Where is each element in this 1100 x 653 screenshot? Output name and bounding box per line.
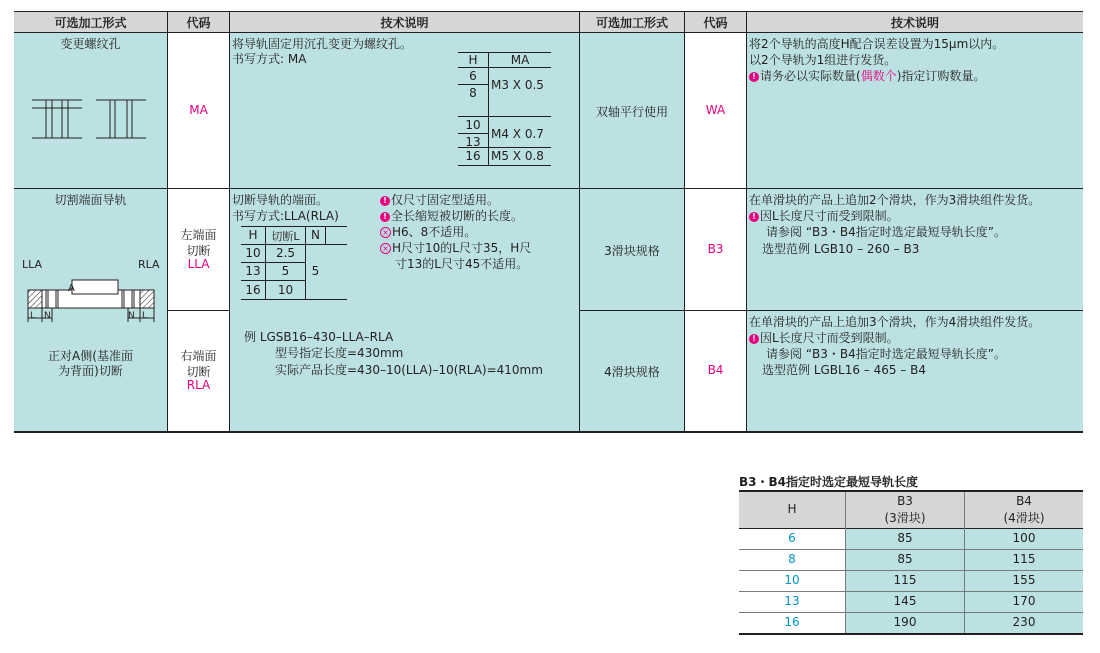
caution-icon: ! xyxy=(380,212,390,222)
cut-example-line3: 实际产品长度=430–10(LLA)–10(RLA)=410mm xyxy=(275,363,543,377)
cut-size-table xyxy=(241,226,347,300)
caution-icon: ! xyxy=(749,212,759,222)
b3-desc-line3: 请参阅 “B3・B4指定时选定最短导轨长度”。 xyxy=(766,225,1006,239)
lla-name-line1: 左端面 xyxy=(180,228,217,242)
b4-form-label: 4滑块规格 xyxy=(604,365,660,379)
cut-desc-line2: 书写方式:LLA(RLA) xyxy=(232,209,339,223)
caution-icon: ! xyxy=(749,334,759,344)
cut-table-l-header: 切断L xyxy=(271,230,300,243)
cut-table-h-header: H xyxy=(248,228,258,242)
table-row xyxy=(739,529,1083,550)
min-length-header xyxy=(739,492,1083,528)
ma-form-label: 变更螺纹孔 xyxy=(60,37,121,51)
min-length-b3: 190 xyxy=(893,615,917,629)
b3-desc-line2: ! 因L长度尺寸而受到限制。 xyxy=(749,207,899,224)
rla-name-line1: 右端面 xyxy=(180,349,217,363)
b4-code: B4 xyxy=(707,363,724,377)
cut-table-n: 5 xyxy=(311,264,320,278)
cut-example-line2: 型号指定长度=430mm xyxy=(275,346,404,360)
b3-desc-line1: 在单滑块的产品上追加2个滑块，作为3滑块组件发货。 xyxy=(749,193,1041,207)
cut-example-line1: 例 LGSB16–430–LLA–RLA xyxy=(244,330,394,344)
wa-desc-line1: 将2个导轨的高度H配合误差设置为15μm以内。 xyxy=(749,37,1005,51)
ma-table-h-header: H xyxy=(468,53,478,67)
cut-note-4-cont: 寸13的L尺寸45不适用。 xyxy=(395,257,529,271)
rla-name-line2: 切断 xyxy=(186,365,211,379)
ma-table-h: 8 xyxy=(469,86,477,100)
code-split-rule xyxy=(168,310,230,311)
not-applicable-icon: × xyxy=(380,243,391,254)
min-length-b4: 155 xyxy=(1012,573,1036,587)
b4-desc-line1: 在单滑块的产品上追加3个滑块，作为4滑块组件发货。 xyxy=(749,315,1041,329)
n-dim-label: N xyxy=(128,311,135,321)
min-length-b3: 85 xyxy=(897,531,913,545)
min-length-b3: 115 xyxy=(893,573,917,587)
ma-table-thread: M5 X 0.8 xyxy=(491,149,544,163)
cut-table-h: 10 xyxy=(245,246,261,260)
table-row xyxy=(739,592,1083,613)
table-row xyxy=(739,613,1083,635)
min-length-b4: 115 xyxy=(1012,552,1036,566)
wa-form-label: 双轴平行使用 xyxy=(595,105,668,119)
min-length-b4: 230 xyxy=(1012,615,1036,629)
b3-desc-line4: 选型范例 LGB10 – 260 – B3 xyxy=(762,242,920,256)
ma-size-table xyxy=(458,52,551,166)
min-length-h: 6 xyxy=(788,531,796,545)
b3-code: B3 xyxy=(707,242,724,256)
b4-desc-line3: 请参阅 “B3・B4指定时选定最短导轨长度”。 xyxy=(766,347,1006,361)
datum-a-label: A xyxy=(68,283,75,294)
ma-table-h: 13 xyxy=(465,135,481,149)
min-length-b3-sub: (3滑块) xyxy=(884,511,926,525)
ma-desc-line2: 书写方式: MA xyxy=(232,52,307,66)
cut-table-l: 5 xyxy=(281,264,290,278)
cut-table-l: 10 xyxy=(277,283,294,297)
row-rule-right xyxy=(580,310,1083,311)
lla-diagram-label: LLA xyxy=(22,258,43,271)
rla-diagram-label: RLA xyxy=(138,258,160,271)
b3-form-label: 3滑块规格 xyxy=(604,244,660,258)
min-length-b3: 85 xyxy=(897,552,913,566)
min-length-h: 16 xyxy=(784,615,800,629)
min-length-b4-header: B4 xyxy=(1016,494,1032,508)
cut-note-3: × H6、8不适用。 xyxy=(380,223,476,240)
min-length-title: B3・B4指定时选定最短导轨长度 xyxy=(739,475,918,489)
min-length-h: 13 xyxy=(784,594,800,608)
caution-icon: ! xyxy=(380,196,390,206)
b4-desc-line4: 选型范例 LGBL16 – 465 – B4 xyxy=(762,363,927,377)
header-code-right: 代码 xyxy=(685,12,746,32)
l-dim-label: L xyxy=(30,311,36,321)
b4-desc-line2: ! 因L长度尺寸而受到限制。 xyxy=(749,329,899,346)
lla-name-line2: 切断 xyxy=(186,244,211,258)
ma-table-h: 10 xyxy=(465,118,481,132)
col-rule xyxy=(746,12,747,432)
cut-form-label: 切割端面导轨 xyxy=(54,193,127,207)
ma-table-thread: M3 X 0.5 xyxy=(491,78,544,92)
cut-note-1: ! 仅尺寸固定型适用。 xyxy=(380,191,499,208)
ma-code: MA xyxy=(189,103,208,117)
table-row xyxy=(739,550,1083,571)
ma-table-h: 16 xyxy=(465,149,481,163)
ma-table-ma-header: MA xyxy=(510,53,530,67)
caution-icon: ! xyxy=(749,72,759,82)
min-length-b4: 170 xyxy=(1012,594,1036,608)
header-form-right: 可选加工形式 xyxy=(580,12,684,32)
header-form-left: 可选加工形式 xyxy=(14,12,167,32)
cut-table-h: 16 xyxy=(245,283,261,297)
cut-caption-line2: 为背面)切断 xyxy=(58,364,123,378)
min-length-b4: 100 xyxy=(1012,531,1036,545)
header-desc-right: 技术说明 xyxy=(747,12,1083,32)
wa-code: WA xyxy=(705,103,726,117)
n-dim-label: N xyxy=(44,311,51,321)
row-rule-1 xyxy=(14,188,1083,189)
ma-table-h: 6 xyxy=(469,69,477,83)
cut-table-h: 13 xyxy=(245,264,261,278)
l-dim-label: L xyxy=(142,311,148,321)
table-row xyxy=(739,571,1083,592)
cut-caption-line1: 正对A侧(基准面 xyxy=(48,349,133,363)
header-desc-left: 技术说明 xyxy=(230,12,579,32)
not-applicable-icon: × xyxy=(380,227,391,238)
min-length-h-header: H xyxy=(787,502,797,516)
min-length-h: 10 xyxy=(784,573,800,587)
header-code-left: 代码 xyxy=(168,12,229,32)
min-length-b4-sub: (4滑块) xyxy=(1003,511,1045,525)
ma-desc-line1: 将导轨固定用沉孔变更为螺纹孔。 xyxy=(232,37,413,51)
wa-desc-line2: 以2个导轨为1组进行发货。 xyxy=(749,53,897,67)
cut-table-n-header: N xyxy=(311,228,320,242)
rla-code: RLA xyxy=(186,378,211,392)
cut-note-4: × H尺寸10的L尺寸35，H尺 xyxy=(380,239,531,256)
table-bottom-rule xyxy=(14,431,1083,433)
cut-desc-line1: 切断导轨的端面。 xyxy=(232,193,329,207)
wa-desc-line3: ! 请务必以实际数量(偶数个)指定订购数量。 xyxy=(749,67,985,84)
cut-note-2: ! 全长缩短被切断的长度。 xyxy=(380,207,523,224)
ma-table-thread: M4 X 0.7 xyxy=(491,127,544,141)
lla-code: LLA xyxy=(187,257,210,271)
min-length-h: 8 xyxy=(788,552,796,566)
min-length-b3-header: B3 xyxy=(897,494,913,508)
header-rule xyxy=(14,32,1083,33)
tapped-hole-diagram xyxy=(30,96,150,142)
cut-table-l: 2.5 xyxy=(275,246,296,260)
col-rule xyxy=(229,12,230,432)
min-length-b3: 145 xyxy=(893,594,917,608)
